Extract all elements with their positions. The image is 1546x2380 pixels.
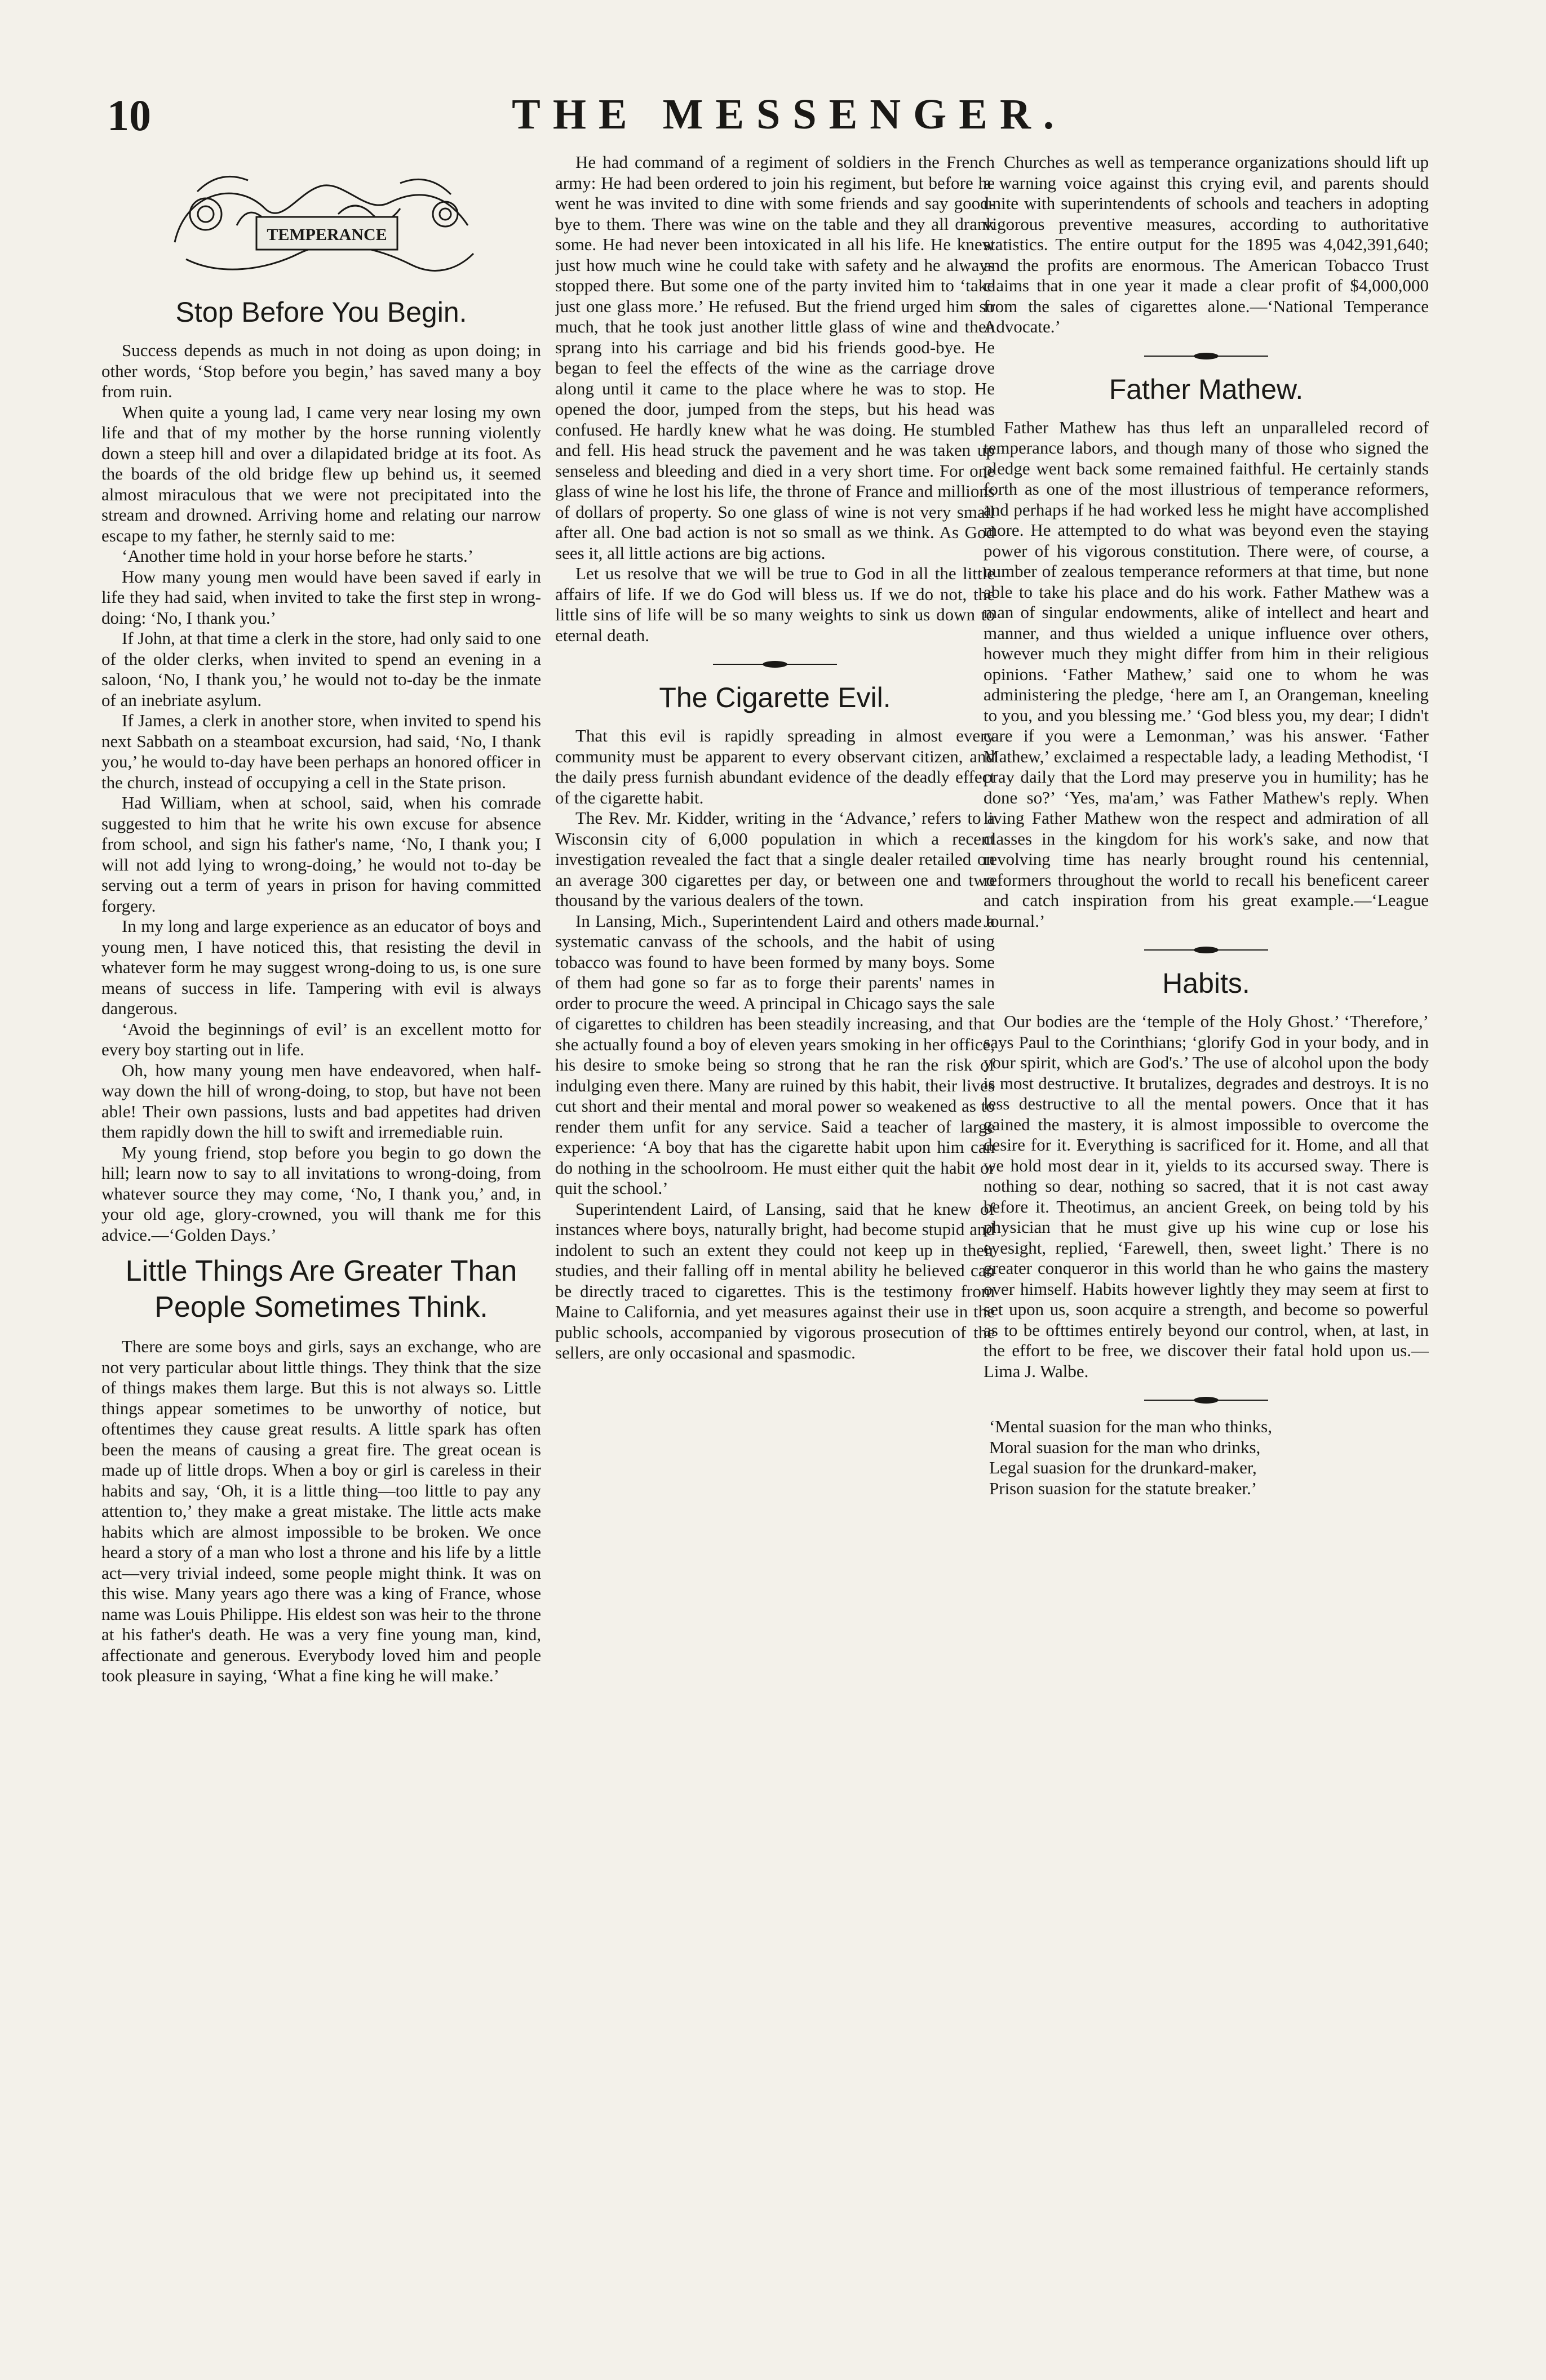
divider-ornament-icon: [1144, 1396, 1268, 1404]
paragraph: If John, at that time a clerk in the store, had only said to one of the older clerks, when invited to spend an evening in a saloon, ‘No, I thank you,’ he would not to-day be the inmate of an inebriate asylum.: [101, 628, 541, 710]
paragraph: In my long and large experience as an educator of boys and young men, I have noticed this, that resisting the devil in whatever form he may suggest wrong-doing to us, is one sure means of success in life. Tampering with evil is always dangerous.: [101, 916, 541, 1018]
verse-line: Legal suasion for the drunkard-maker,: [989, 1458, 1257, 1477]
paragraph: Success depends as much in not doing as upon doing; in other words, ‘Stop before you begin,’ has saved many a boy from ruin.: [101, 340, 541, 401]
paragraph: How many young men would have been saved if early in life they had said, when invited to take the first step in wrong-doing: ‘No, I thank you.’: [101, 566, 541, 628]
paragraph: Had William, when at school, said, when his comrade suggested to him that he write his own excuse for absence from school, and sign his father's name, ‘No, I thank you; I will not add lying to wrong-doing,’ he would not to-day be serving out a term of years in prison for having committed forgery.: [101, 793, 541, 916]
stop-before-title: Stop Before You Begin.: [175, 296, 467, 328]
section-divider: [984, 352, 1429, 360]
paragraph: The Rev. Mr. Kidder, writing in the ‘Advance,’ refers to a Wisconsin city of 6,000 population in which a recent investigation revealed the fact that a single dealer retailed on an average 300 cigarettes per day, or between one and two thousand by the various dealers of the town.: [555, 808, 995, 910]
section-divider: [984, 1396, 1429, 1404]
paragraph: If James, a clerk in another store, when invited to spend his next Sabbath on a steamboat excursion, had said, ‘No, I thank you,’ he would to-day have been perhaps an honored officer in the church, instead of occupying a cell in the State prison.: [101, 711, 541, 792]
verse-line: Moral suasion for the man who drinks,: [989, 1437, 1261, 1457]
cigarette-title: The Cigarette Evil.: [659, 682, 891, 713]
paragraph: Superintendent Laird, of Lansing, said that he knew of instances where boys, naturally bright, had become stupid and indolent to such an extent they could not keep up in their studies, and their falling off in mental ability he believed can be directly traced to cigarettes. This is the testimony from Maine to California, and yet measures against their use in the public schools, accompanied by vigorous prosecution of the sellers, are only occasional and spasmodic.: [555, 1198, 995, 1362]
verse-line: ‘Mental suasion for the man who thinks,: [989, 1417, 1272, 1436]
paragraph: Our bodies are the ‘temple of the Holy Ghost.’ ‘Therefore,’ says Paul to the Corinthians; ‘glorify God in your body, and in your spirit, which are God's.’ The use of alcohol upon the body is most destructive. It brutalizes, degrades and destroys. It is no less destructive to all the mental powers. Once that it has gained the mastery, it is almost impossible to overcome the desire for it. Everything is sacrificed for it. Home, and all that we hold most dear in it, yields to its accursed sway. There is nothing so dear, nothing so sacred, that it is not cast away before it. Theotimus, an ancient Greek, on being told by his physician that he must give up his wine cup or lose his eyesight, replied, ‘Farewell, then, sweet light.’ There is no greater conqueror in this world than he who gains the mastery over himself. Habits however lightly they may seem at first to set upon us, soon acquire a strength, and become so powerful as to be ofttimes entirely beyond our control, when, at last, in the effort to be free, we discover their fatal hold upon us.—Lima J. Walbe.: [984, 1011, 1429, 1381]
temperance-banner-label: TEMPERANCE: [267, 225, 387, 244]
paragraph: Churches as well as temperance organizations should lift up a warning voice against this crying evil, and parents should unite with superintendents of schools and teachers in adopting vigorous preventive measures, according to authoritative statistics. The entire output for the 1895 was 4,042,391,640; and the profits are enormous. The American Tobacco Trust claims that in one year it made a clear profit of $4,000,000 from the sales of cigarettes alone.—‘National Temperance Advocate.’: [984, 152, 1429, 336]
column-left: [101, 152, 541, 2346]
paragraph: There are some boys and girls, says an exchange, who are not very particular about little things. They think that the size of things makes them large. But this is not always so. Little things appear sometimes to be unworthy of notice, but oftentimes they cause great results. A little spark has often been the means of causing a great fire. The great ocean is made up of little drops. When a boy or girl is careless in their habits and say, ‘Oh, it is a little thing—too little to pay any attention to,’ they make a great mistake. The little acts make habits which are almost impossible to be broken. We once heard a story of a man who lost a throne and his life by a little act—very trivial indeed, some people might think. It was on this wise. Many years ago there was a king of France, whose name was Louis Philippe. His eldest son was heir to the throne at his father's death. He was a very fine young man, kind, affectionate and generous. Everybody loved him and people took pleasure in saying, ‘What a fine king he will make.’: [101, 1336, 541, 1685]
paragraph: ‘Avoid the beginnings of evil’ is an excellent motto for every boy starting out in life.: [101, 1019, 541, 1059]
paragraph: My young friend, stop before you begin to go down the hill; learn now to say to all invitations to wrong-doing, from whatever source they may come, ‘No, I thank you,’ and, in your old age, glory-crowned, you will thank me for this advice.—‘Golden Days.’: [101, 1142, 541, 1245]
paragraph: When quite a young lad, I came very near losing my own life and that of my mother by the horse running violently down a steep hill and over a dilapidated bridge at its foot. As the boards of the old bridge flew up behind us, it seemed almost miraculous that we were not precipitated into the stream and drowned. Arriving home and relating our narrow escape to my father, he sternly said to me:: [101, 402, 541, 545]
little-things-title: Little Things Are Greater Than People Sometimes Think.: [125, 1255, 517, 1324]
masthead: [85, 85, 1494, 146]
paragraph: ‘Another time hold in your horse before he starts.’: [122, 546, 474, 566]
paragraph: He had command of a regiment of soldiers in the French army: He had been ordered to join his regiment, but before he went he was invited to dine with some friends and say good-bye to them. There was wine on the table and they all drank some. He had never been intoxicated in all his life. He knew just how much wine he could take with safety and he always stopped there. But some one of the party invited him to ‘take just one glass more.’ He refused. But the friend urged him so much, that he took just another little glass of wine and then sprang into his carriage and bid his friends good-bye. He began to feel the effects of the wine as the carriage drove along until it came to the place where he was to stop. He opened the door, jumped from the steps, but his head was confused. He hardly knew what he was doing. He stumbled and fell. His head struck the pavement and he was taken up senseless and bleeding and died in a very short time. For one glass of wine he lost his life, the throne of France and millions of dollars of property. So one glass of wine is not very small after all. One bad action is not so small as we think. As God sees it, all little actions are big actions.: [555, 152, 995, 563]
father-mathew-title: Father Mathew.: [1109, 373, 1304, 405]
column-middle: [555, 152, 995, 2346]
divider-ornament-icon: [1144, 352, 1268, 360]
section-divider: [984, 946, 1429, 954]
paragraph: That this evil is rapidly spreading in almost every community must be apparent to every observant citizen, and the daily press furnish abundant evidence of the deadly effect of the cigarette habit.: [555, 726, 995, 807]
paragraph: Oh, how many young men have endeavored, when half-way down the hill of wrong-doing, to stop, but have not been able! Their own passions, lusts and bad appetites had driven them rapidly down the hill to swift and irremediable ruin.: [101, 1060, 541, 1142]
divider-ornament-icon: [1144, 946, 1268, 954]
temperance-banner: [101, 158, 541, 287]
divider-ornament-icon: [713, 660, 837, 668]
column-right: [984, 152, 1429, 2346]
paragraph: In Lansing, Mich., Superintendent Laird and others made a systematic canvass of the schools, and the habit of using tobacco was found to have been formed by many boys. Some of them had gone so far as to forge their parents' names in order to procure the weed. A principal in Chicago says the sale of cigarettes to children has been steadily increasing, and that she actually found a boy of eleven years smoking in her office, his desire to smoke being so strong that he ran the risk of indulging even there. Many are ruined by this habit, their lives cut short and their mental and moral power so weakened as to render them unfit for any service. Said a teacher of large experience: ‘A boy that has the cigarette habit upon him can do nothing in the schoolroom. He must either quit the habit or quit the school.’: [555, 911, 995, 1198]
paper-title: THE MESSENGER.: [512, 91, 1066, 138]
paragraph: Let us resolve that we will be true to God in all the little affairs of life. If we do God will bless us. If we do not, the little sins of life will be so many weights to sink us down to eternal death.: [555, 563, 995, 645]
paragraph: Father Mathew has thus left an unparalleled record of temperance labors, and though many of those who signed the pledge went back some remained faithful. He certainly stands forth as one of the most illustrious of temperance reformers, and perhaps if he had worked less he might have accomplished more. He attempted to do what was beyond even the staying power of his vigorous constitution. There were, of course, a number of zealous temperance reformers at that time, but none able to take his place and do his work. Father Mathew was a man of singular endowments, alike of intellect and heart and manner, and thus wielded a unique influence over others, however much they might differ from him in their religious opinions. ‘Father Mathew,’ said one to whom he was administering the pledge, ‘here am I, an Orangeman, kneeling to you, and you blessing me.’ ‘God bless you, my dear; I didn't care if you were a Lemonman,’ was his answer. ‘Father Mathew,’ exclaimed a respectable lady, a leading Methodist, ‘I pray daily that the Lord may preserve you in humility; has he done so?’ ‘Yes, ma'am,’ was Father Mathew's reply. When living Father Mathew won the respect and admiration of all classes in the kingdom for his work's sake, and now that revolving time has nearly brought round his centennial, reformers throughout the world to recall his beneficent career and catch inspiration from his great example.—‘League Journal.’: [984, 417, 1429, 931]
ornament-scroll-icon: [152, 158, 490, 287]
habits-title: Habits.: [1162, 967, 1250, 999]
section-divider: [555, 660, 995, 668]
verse-line: Prison suasion for the statute breaker.’: [989, 1478, 1257, 1498]
page-number: 10: [107, 91, 151, 140]
